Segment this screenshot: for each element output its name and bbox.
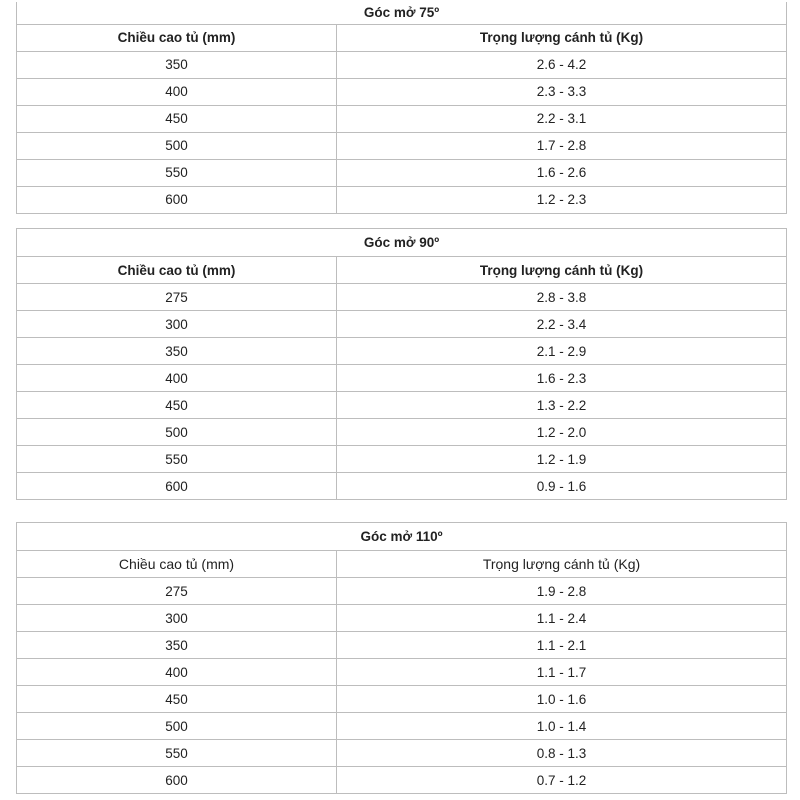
cell-weight: 1.2 - 1.9 xyxy=(337,446,787,473)
cell-weight: 1.9 - 2.8 xyxy=(337,578,787,605)
cell-weight: 2.8 - 3.8 xyxy=(337,284,787,311)
table-row xyxy=(17,740,787,767)
cell-weight: 1.0 - 1.4 xyxy=(337,713,787,740)
table-row xyxy=(17,338,787,365)
column-header-weight: Trọng lượng cánh tủ (Kg) xyxy=(337,551,787,578)
cell-weight: 1.6 - 2.3 xyxy=(337,365,787,392)
cell-height: 350 xyxy=(17,338,337,365)
cell-height: 500 xyxy=(17,713,337,740)
cell-weight: 0.9 - 1.6 xyxy=(337,473,787,500)
table-opening-110 xyxy=(16,522,787,794)
cell-weight: 0.7 - 1.2 xyxy=(337,767,787,794)
cell-weight: 1.7 - 2.8 xyxy=(337,132,787,159)
cell-height: 500 xyxy=(17,419,337,446)
column-header-height: Chiều cao tủ (mm) xyxy=(17,257,337,284)
cell-height: 600 xyxy=(17,473,337,500)
cell-height: 600 xyxy=(17,767,337,794)
cell-height: 300 xyxy=(17,311,337,338)
cell-weight: 2.1 - 2.9 xyxy=(337,338,787,365)
table-row xyxy=(17,105,787,132)
cell-weight: 1.6 - 2.6 xyxy=(337,159,787,186)
table-row xyxy=(17,632,787,659)
table-row xyxy=(17,446,787,473)
table-row xyxy=(17,392,787,419)
cell-height: 400 xyxy=(17,78,337,105)
table-row xyxy=(17,767,787,794)
cell-height: 350 xyxy=(17,51,337,78)
cell-weight: 2.6 - 4.2 xyxy=(337,51,787,78)
table-opening-75 xyxy=(16,2,787,214)
cell-weight: 1.2 - 2.3 xyxy=(337,186,787,213)
table-row xyxy=(17,419,787,446)
cell-weight: 1.3 - 2.2 xyxy=(337,392,787,419)
table-row xyxy=(17,159,787,186)
cell-height: 600 xyxy=(17,186,337,213)
table-row xyxy=(17,51,787,78)
table-row xyxy=(17,686,787,713)
column-header-weight: Trọng lượng cánh tủ (Kg) xyxy=(337,24,787,51)
cell-weight: 1.1 - 2.4 xyxy=(337,605,787,632)
cell-weight: 1.1 - 1.7 xyxy=(337,659,787,686)
table-title: Góc mở 90º xyxy=(17,229,787,257)
table-row xyxy=(17,311,787,338)
table-title: Góc mở 110º xyxy=(17,523,787,551)
cell-height: 550 xyxy=(17,740,337,767)
table-row xyxy=(17,473,787,500)
table-title: Góc mở 75º xyxy=(17,2,787,24)
table-opening-90 xyxy=(16,228,787,500)
cell-height: 300 xyxy=(17,605,337,632)
cell-height: 400 xyxy=(17,365,337,392)
cell-weight: 1.2 - 2.0 xyxy=(337,419,787,446)
cell-height: 550 xyxy=(17,446,337,473)
cell-weight: 2.3 - 3.3 xyxy=(337,78,787,105)
table-row xyxy=(17,365,787,392)
table-row xyxy=(17,659,787,686)
column-header-height: Chiều cao tủ (mm) xyxy=(17,551,337,578)
cell-height: 450 xyxy=(17,686,337,713)
table-row xyxy=(17,78,787,105)
table-row xyxy=(17,132,787,159)
cell-weight: 2.2 - 3.1 xyxy=(337,105,787,132)
cell-height: 450 xyxy=(17,392,337,419)
column-header-weight: Trọng lượng cánh tủ (Kg) xyxy=(337,257,787,284)
table-row xyxy=(17,284,787,311)
column-header-height: Chiều cao tủ (mm) xyxy=(17,24,337,51)
cell-height: 400 xyxy=(17,659,337,686)
cell-weight: 1.1 - 2.1 xyxy=(337,632,787,659)
table-row xyxy=(17,186,787,213)
table-row xyxy=(17,578,787,605)
cell-height: 450 xyxy=(17,105,337,132)
cell-height: 550 xyxy=(17,159,337,186)
table-row xyxy=(17,713,787,740)
cell-height: 500 xyxy=(17,132,337,159)
cell-height: 275 xyxy=(17,284,337,311)
cell-weight: 0.8 - 1.3 xyxy=(337,740,787,767)
cell-height: 275 xyxy=(17,578,337,605)
cell-weight: 2.2 - 3.4 xyxy=(337,311,787,338)
cell-weight: 1.0 - 1.6 xyxy=(337,686,787,713)
table-row xyxy=(17,605,787,632)
cell-height: 350 xyxy=(17,632,337,659)
